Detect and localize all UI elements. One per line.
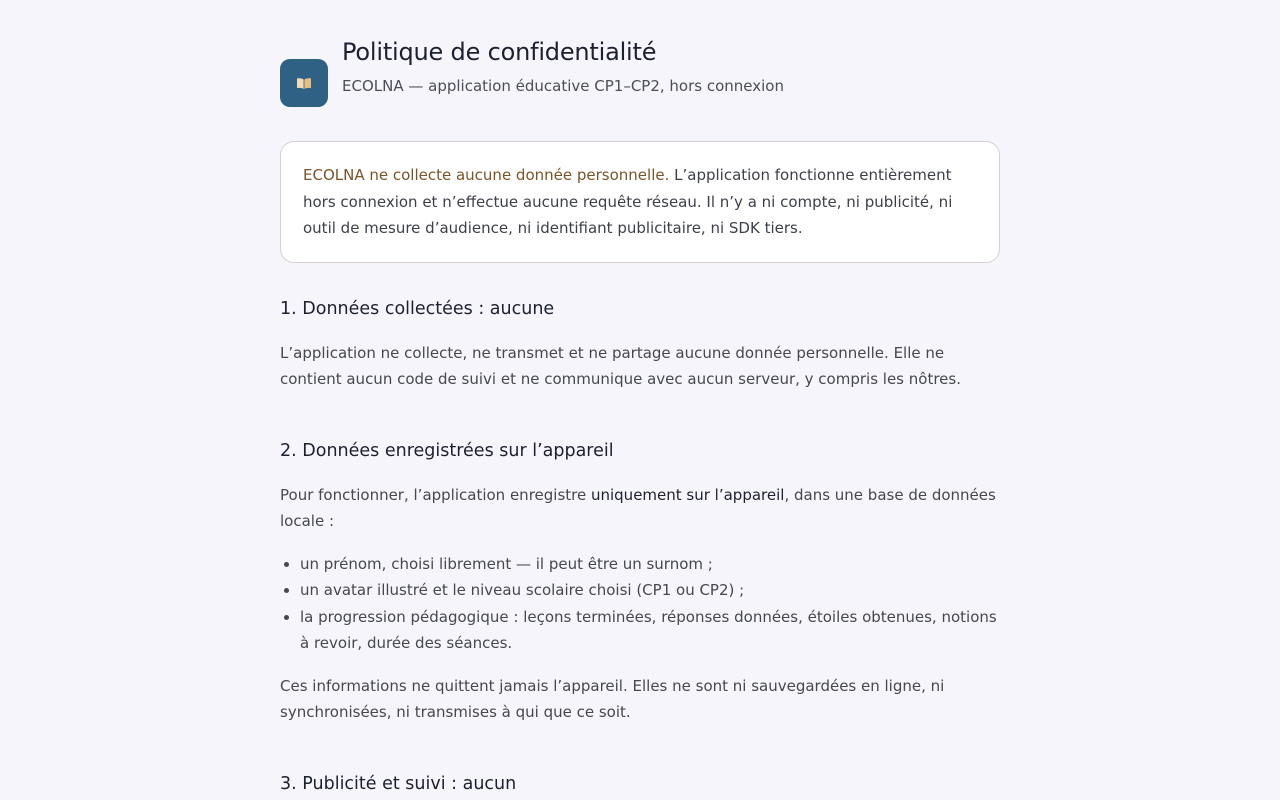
section-2-closing: Ces informations ne quittent jamais l’appareil. Elles ne sont ni sauvegardées en ligne, ni synchronisées, ni transmises à qui que ce soit.	[280, 676, 945, 721]
list-item: • la progression pédagogique : leçons terminées, réponses données, étoiles obtenues, notions à revoir, durée des séances.	[300, 604, 1000, 657]
section-2-title: 2. Données enregistrées sur l’appareil	[280, 440, 614, 461]
page-subtitle: ECOLNA — application éducative CP1–CP2, hors connexion	[342, 77, 784, 95]
notice-text: L’application fonctionne entièrement hors connexion et n’effectue aucune requête réseau. Il n’y a ni compte, ni publicité, ni outil de mesure d’audience, ni identifiant publicitaire, ni SDK tiers.	[303, 166, 953, 237]
list-item: • un avatar illustré et le niveau scolaire choisi (CP1 ou CP2) ;	[300, 577, 1000, 604]
section-2-intro-start: Pour fonctionner, l’application enregistre	[280, 485, 591, 504]
section-2-intro-emphasis: uniquement sur l’appareil	[590, 485, 785, 504]
summary-notice	[280, 141, 1000, 263]
section-2-intro-end: , dans une base de données locale :	[280, 485, 996, 530]
privacy-policy-page	[280, 0, 1000, 797]
app-logo	[280, 59, 328, 107]
page-title: Politique de confidentialité	[342, 38, 657, 66]
section-2-intro	[280, 482, 1000, 535]
stored-data-list	[280, 551, 1000, 657]
notice-lead: ECOLNA ne collecte aucune donnée personnelle.	[303, 166, 670, 184]
book-icon	[296, 77, 312, 90]
page-header	[280, 36, 1000, 107]
header-text	[342, 36, 784, 97]
section-1-title: 1. Données collectées : aucune	[280, 298, 555, 319]
section-1-paragraph: L’application ne collecte, ne transmet et ne partage aucune donnée personnelle. Elle ne contient aucun code de suivi et ne communique avec aucun serveur, y compris les nôtres.	[280, 343, 961, 388]
list-item: • un prénom, choisi librement — il peut être un surnom ;	[300, 551, 1000, 578]
section-3-title: 3. Publicité et suivi : aucun	[280, 773, 517, 794]
